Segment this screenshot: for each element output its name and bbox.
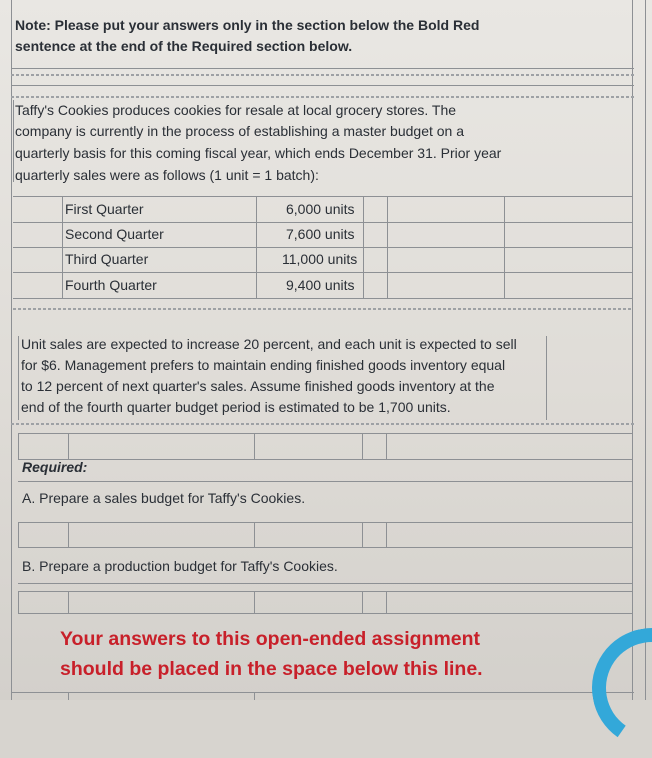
grid-line	[362, 433, 363, 460]
grid-line	[18, 481, 633, 482]
required-heading: Required:	[22, 459, 88, 475]
grid-line	[254, 591, 255, 614]
grid-line	[386, 522, 387, 548]
grid-line	[362, 522, 363, 548]
grid-line	[11, 692, 634, 693]
assumption-line-3: to 12 percent of next quarter's sales. Assume finished goods inventory at the	[21, 378, 495, 394]
grid-line	[13, 298, 633, 299]
grid-line	[18, 583, 633, 584]
table-row-units: 7,600 units	[286, 226, 355, 242]
blank-row	[18, 591, 633, 614]
grid-line	[68, 433, 69, 460]
grid-line	[68, 591, 69, 614]
table-row-units: 6,000 units	[286, 201, 355, 217]
grid-line	[363, 196, 364, 298]
grid-line	[68, 522, 69, 548]
intro-line-1: Taffy's Cookies produces cookies for resale at local grocery stores. The	[15, 102, 457, 118]
note-line-1: Note: Please put your answers only in the section below the Bold Red	[15, 17, 480, 33]
grid-line	[11, 423, 634, 425]
intro-line-3: quarterly basis for this coming fiscal year, which ends December 31. Prior year	[15, 145, 502, 161]
grid-line	[386, 591, 387, 614]
grid-line	[645, 0, 646, 700]
assumption-line-1: Unit sales are expected to increase 20 percent, and each unit is expected to sell	[21, 336, 517, 352]
blue-stylus-arc	[582, 618, 652, 757]
part-a-text: A. Prepare a sales budget for Taffy's Cookies.	[22, 490, 306, 506]
grid-line	[504, 196, 505, 298]
assumption-line-4: end of the fourth quarter budget period is estimated to be 1,700 units.	[21, 399, 451, 415]
answer-note-line-2: should be placed in the space below this line.	[60, 658, 483, 680]
grid-line	[13, 308, 633, 310]
intro-line-2: company is currently in the process of establishing a master budget on a	[15, 123, 465, 139]
grid-line	[362, 591, 363, 614]
grid-line	[546, 336, 547, 420]
grid-line	[13, 100, 14, 182]
intro-line-4: quarterly sales were as follows (1 unit = 1 batch):	[15, 167, 319, 183]
note-line-2: sentence at the end of the Required section below.	[15, 38, 353, 54]
table-row-quarter: First Quarter	[65, 201, 144, 217]
table-row-quarter: Fourth Quarter	[65, 277, 157, 293]
grid-line	[387, 196, 388, 298]
table-row-quarter: Second Quarter	[65, 226, 164, 242]
grid-line	[254, 522, 255, 548]
assumption-line-2: for $6. Management prefers to maintain ending finished goods inventory equal	[21, 357, 506, 373]
grid-line	[11, 0, 12, 700]
grid-line	[256, 196, 257, 298]
grid-line	[386, 433, 387, 460]
grid-line	[254, 433, 255, 460]
blank-row	[18, 433, 633, 460]
grid-line	[18, 336, 19, 420]
grid-line	[11, 96, 634, 98]
grid-line	[254, 692, 255, 700]
grid-line	[68, 692, 69, 700]
table-row-units: 9,400 units	[286, 277, 355, 293]
part-b-text: B. Prepare a production budget for Taffy's Cookies.	[22, 558, 338, 574]
grid-line	[11, 68, 634, 69]
grid-line	[62, 196, 63, 298]
table-row-units: 11,000 units	[282, 251, 358, 267]
table-row-quarter: Third Quarter	[65, 251, 149, 267]
blank-row	[18, 522, 633, 548]
grid-line	[11, 74, 634, 76]
answer-note-line-1: Your answers to this open-ended assignment	[60, 628, 481, 650]
grid-line	[11, 85, 634, 86]
